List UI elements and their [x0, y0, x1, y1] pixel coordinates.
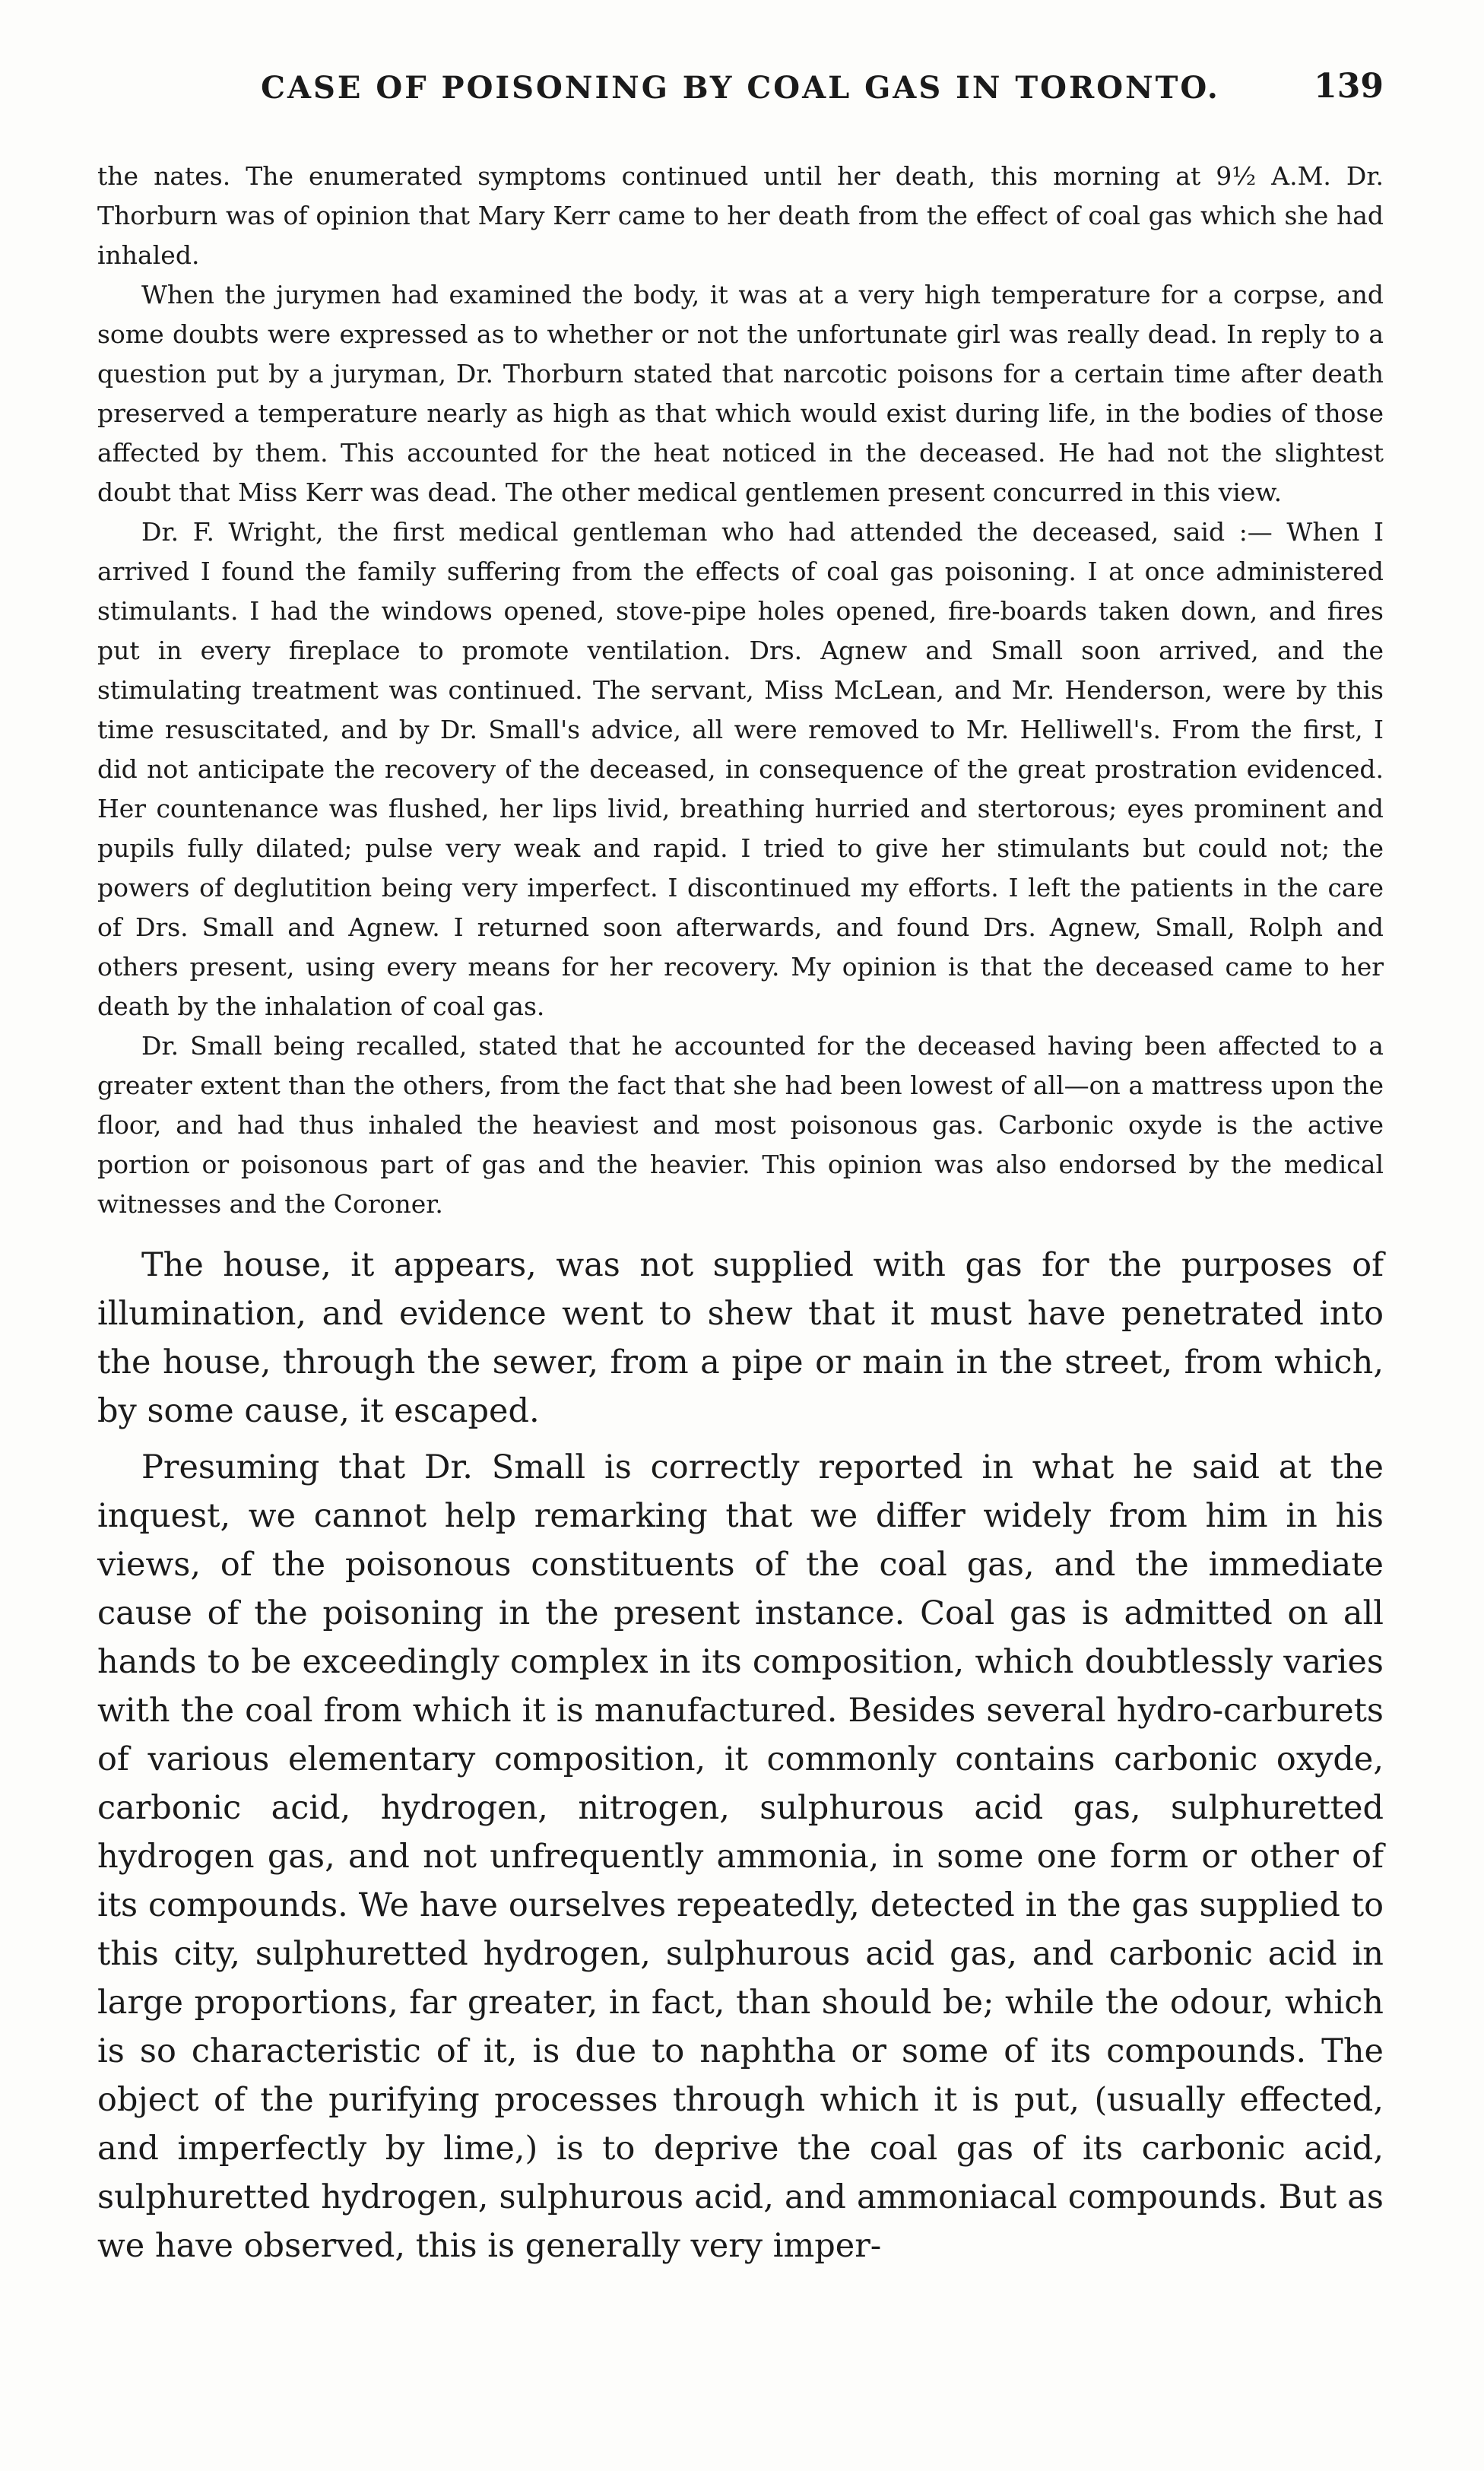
- quoted-testimony: [97, 157, 1384, 1224]
- section-spacer: [97, 1224, 1384, 1241]
- document-page: [97, 67, 1384, 2270]
- paragraph-spacer: [97, 1435, 1384, 1443]
- paragraph-continuation: the nates. The enumerated symptoms continued until her death, this morning at 9½ A.M. Dr. Thorburn was of opinion that Mary Kerr came to her death from the effect of coal gas which she had inhaled.: [97, 161, 1384, 270]
- paragraph-dr-small-recalled: Dr. Small being recalled, stated that he accounted for the deceased having been affected to a greater extent than the others, from the fact that she had been lowest of all—on a mattress upon the floor, and had thus inhaled the heaviest and most poisonous gas. Carbonic oxyde is the active portion or poisonous part of gas and the heavier. This opinion was also endorsed by the medical witnesses and the Coroner.: [97, 1031, 1384, 1219]
- editorial-commentary: [97, 1241, 1384, 2270]
- paragraph-house-supply: The house, it appears, was not supplied with gas for the purposes of illumination, and evidence went to shew that it must have penetrated into the house, through the sewer, from a pipe or main in the street, from which, by some cause, it escaped.: [97, 1246, 1384, 1430]
- paragraph-coal-gas-composition: Presuming that Dr. Small is correctly reported in what he said at the inquest, we cannot help remarking that we differ widely from him in his views, of the poisonous constituents of the coal gas, and the immediate cause of the poisoning in the present instance. Coal gas is admitted on all hands to be exceedingly complex in its composition, which doubtlessly varies with the coal from which it is manufactured. Besides several hydro-carburets of various elementary composition, it commonly contains carbonic oxyde, carbonic acid, hydrogen, nitrogen, sulphurous acid gas, sulphuretted hydrogen gas, and not unfrequently ammonia, in some one form or other of its compounds. We have ourselves repeatedly, detected in the gas supplied to this city, sulphuretted hydrogen, sulphurous acid gas, and carbonic acid in large proportions, far greater, in fact, than should be; while the odour, which is so characteristic of it, is due to naphtha or some of its compounds. The object of the purifying processes through which it is put, (usually effected, and imperfectly by lime,) is to deprive the coal gas of its carbonic acid, sulphuretted hydrogen, sulphurous acid, and ammoniacal compounds. But as we have observed, this is generally very imper-: [97, 1448, 1384, 2265]
- paragraph-dr-wright-testimony: Dr. F. Wright, the first medical gentleman who had attended the deceased, said :— When I arrived I found the family suffering from the effects of coal gas poisoning. I at once administered stimulants. I had the windows opened, stove-pipe holes opened, fire-boards taken down, and fires put in every fireplace to promote ventilation. Drs. Agnew and Small soon arrived, and the stimulating treatment was continued. The servant, Miss McLean, and Mr. Henderson, were by this time resuscitated, and by Dr. Small's advice, all were removed to Mr. Helliwell's. From the first, I did not anticipate the recovery of the deceased, in consequence of the great prostration evidenced. Her countenance was flushed, her lips livid, breathing hurried and stertorous; eyes prominent and pupils fully dilated; pulse very weak and rapid. I tried to give her stimulants but could not; the powers of deglutition being very imperfect. I discontinued my efforts. I left the patients in the care of Drs. Small and Agnew. I returned soon afterwards, and found Drs. Agnew, Small, Rolph and others present, using every means for her recovery. My opinion is that the deceased came to her death by the inhalation of coal gas.: [97, 517, 1384, 1021]
- running-header: [97, 67, 1384, 131]
- running-title: CASE OF POISONING BY COAL GAS IN TORONTO.: [261, 70, 1220, 106]
- page-number: 139: [1314, 67, 1384, 106]
- paragraph-jury-examination: When the jurymen had examined the body, it was at a very high temperature for a corpse, and some doubts were expressed as to whether or not the unfortunate girl was really dead. In reply to a question put by a juryman, Dr. Thorburn stated that narcotic poisons for a certain time after death preserved a temperature nearly as high as that which would exist during life, in the bodies of those affected by them. This accounted for the heat noticed in the deceased. He had not the slightest doubt that Miss Kerr was dead. The other medical gentlemen present concurred in this view.: [97, 280, 1384, 507]
